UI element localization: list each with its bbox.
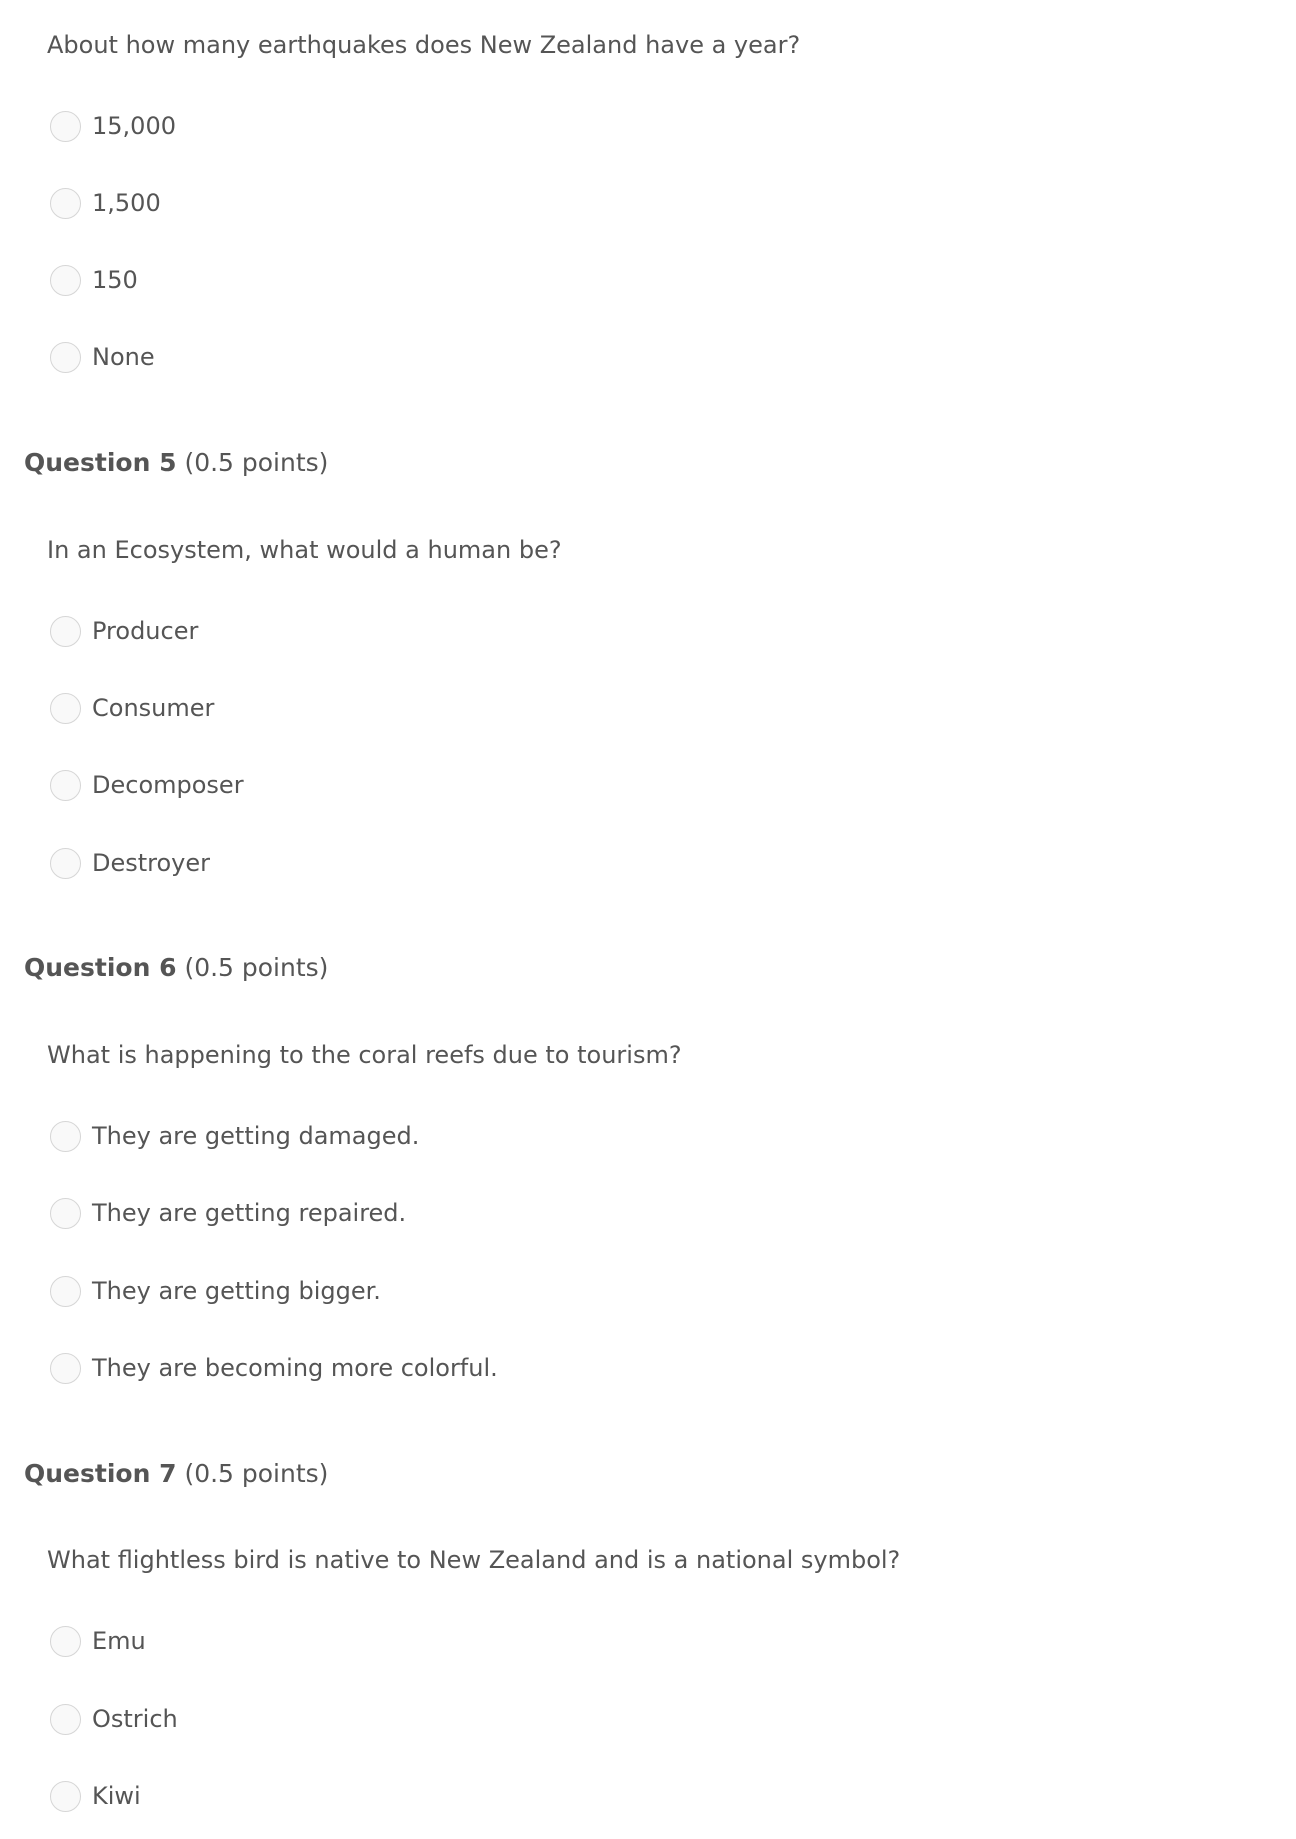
option-label: They are getting damaged.: [92, 1122, 420, 1150]
option-label: Consumer: [92, 694, 215, 722]
question-number: Question 6: [24, 953, 177, 982]
question-5-prompt: In an Ecosystem, what would a human be?: [47, 536, 562, 564]
question-number: Question 7: [24, 1459, 177, 1488]
option-label: They are getting bigger.: [92, 1277, 381, 1305]
question-5-option-4[interactable]: [50, 845, 210, 881]
question-6-option-3[interactable]: [50, 1273, 381, 1309]
option-label: Producer: [92, 617, 199, 645]
radio-button[interactable]: [50, 848, 81, 879]
option-label: Decomposer: [92, 771, 244, 799]
question-5-option-1[interactable]: [50, 613, 198, 649]
option-label: None: [92, 343, 155, 371]
question-5-option-2[interactable]: [50, 690, 214, 726]
question-4-option-4[interactable]: [50, 339, 155, 375]
question-6-option-2[interactable]: [50, 1195, 406, 1231]
question-7-prompt: What flightless bird is native to New Zealand and is a national symbol?: [47, 1546, 901, 1574]
question-6-prompt: What is happening to the coral reefs due to tourism?: [47, 1041, 682, 1069]
question-6-heading: [24, 953, 328, 983]
question-7-option-1[interactable]: [50, 1623, 146, 1659]
option-label: 1,500: [92, 189, 161, 217]
question-4-prompt: About how many earthquakes does New Zealand have a year?: [47, 31, 801, 59]
question-6-option-1[interactable]: [50, 1118, 419, 1154]
radio-button[interactable]: [50, 1121, 81, 1152]
question-5-heading: [24, 448, 328, 478]
question-4-option-3[interactable]: [50, 262, 138, 298]
radio-button[interactable]: [50, 1198, 81, 1229]
radio-button[interactable]: [50, 1704, 81, 1735]
radio-button[interactable]: [50, 693, 81, 724]
option-label: They are getting repaired.: [92, 1199, 407, 1227]
radio-button[interactable]: [50, 1276, 81, 1307]
radio-button[interactable]: [50, 1626, 81, 1657]
question-number: Question 5: [24, 448, 177, 477]
radio-button[interactable]: [50, 616, 81, 647]
question-4-option-1[interactable]: [50, 108, 176, 144]
question-5-option-3[interactable]: [50, 767, 244, 803]
option-label: Kiwi: [92, 1782, 141, 1810]
question-7-option-3[interactable]: [50, 1778, 141, 1814]
option-label: They are becoming more colorful.: [92, 1354, 498, 1382]
question-7-option-2[interactable]: [50, 1701, 178, 1737]
question-7-heading: [24, 1459, 328, 1489]
option-label: 150: [92, 266, 138, 294]
radio-button[interactable]: [50, 342, 81, 373]
radio-button[interactable]: [50, 265, 81, 296]
radio-button[interactable]: [50, 111, 81, 142]
radio-button[interactable]: [50, 1353, 81, 1384]
question-6-option-4[interactable]: [50, 1350, 498, 1386]
radio-button[interactable]: [50, 1781, 81, 1812]
option-label: Destroyer: [92, 849, 211, 877]
option-label: Ostrich: [92, 1705, 178, 1733]
radio-button[interactable]: [50, 188, 81, 219]
option-label: Emu: [92, 1627, 146, 1655]
question-points: (0.5 points): [184, 1459, 329, 1488]
radio-button[interactable]: [50, 770, 81, 801]
question-points: (0.5 points): [184, 448, 329, 477]
question-4-option-2[interactable]: [50, 185, 161, 221]
question-points: (0.5 points): [184, 953, 329, 982]
option-label: 15,000: [92, 112, 176, 140]
